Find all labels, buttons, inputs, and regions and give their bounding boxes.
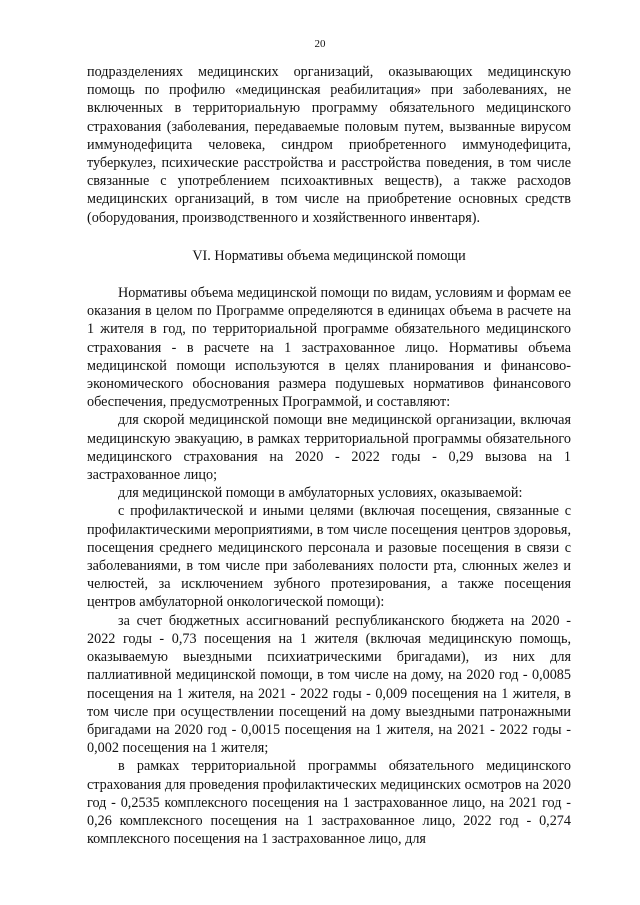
section-heading: VI. Нормативы объема медицинской помощи <box>192 247 466 264</box>
paragraph-norms-intro: Нормативы объема медицинской помощи по видам, условиям и формам ее оказания в целом по Программе определяются в единицах объема в расчете на 1 жителя в год, по территориальной программе обязательного медицинского страхования - в расчете на 1 застрахованное лицо. Нормативы объема медицинской помощи используются в целях планирования и финансово-экономического обоснования размера подушевых нормативов финансового обеспечения, предусмотренных Программой, и составляют: <box>87 285 571 411</box>
document-body <box>87 63 571 848</box>
paragraph-outpatient-intro: для медицинской помощи в амбулаторных условиях, оказываемой: <box>118 485 523 502</box>
paragraph-continuation: подразделениях медицинских организаций, оказывающих медицинскую помощь по профилю «медицинская реабилитация» при заболеваниях, не включенных в территориальную программу обязательного медицинского страхования (заболевания, передаваемые половым путем, вызванные вирусом иммунодефицита человека, синдром приобретенного иммунодефицита, туберкулез, психические расстройства и расстройства поведения, в том числе связанные с употреблением психоактивных веществ), а также расходов медицинских организаций, в том числе на приобретение основных средств (оборудования, производственного и хозяйственного инвентаря). <box>87 64 571 226</box>
paragraph-budget-funded: за счет бюджетных ассигнований республиканского бюджета на 2020 - 2022 годы - 0,73 посещения на 1 жителя (включая медицинскую помощь, оказываемую выездными психиатрическими бригадами), из них для паллиативной медицинской помощи, в том числе на дому, на 2020 год - 0,0085 посещения на 1 жителя, на 2021 - 2022 годы - 0,009 посещения на 1 жителя, в том числе при осуществлении посещений на дому выездными патронажными бригадами на 2020 год - 0,0015 посещения на 1 жителя, на 2021 - 2022 годы - 0,002 посещения на 1 жителя; <box>87 612 571 757</box>
paragraph-oms-checkups: в рамках территориальной программы обязательного медицинского страхования для проведения профилактических медицинских осмотров на 2020 год - 0,2535 комплексного посещения на 1 застрахованное лицо, на 2021 год - 0,26 комплексного посещения на 1 застрахованное лицо, 2022 год - 0,274 комплексного посещения на 1 застрахованное лицо, для <box>87 758 571 848</box>
paragraph-preventive-visits: с профилактической и иными целями (включая посещения, связанные с профилактическими мероприятиями, в том числе посещения центров здоровья, посещения среднего медицинского персонала и разовые посещения в связи с заболеваниями, в том числе при заболеваниях полости рта, слюнных желез и челюстей, за исключением зубного протезирования, а также посещения центров амбулаторной онкологической помощи): <box>87 503 571 611</box>
page-number: 20 <box>314 38 326 50</box>
paragraph-emergency-care: для скорой медицинской помощи вне медицинской организации, включая медицинскую эвакуацию, в рамках территориальной программы обязательного медицинского страхования на 2020 - 2022 годы - 0,29 вызова на 1 застрахованное лицо; <box>87 412 571 484</box>
